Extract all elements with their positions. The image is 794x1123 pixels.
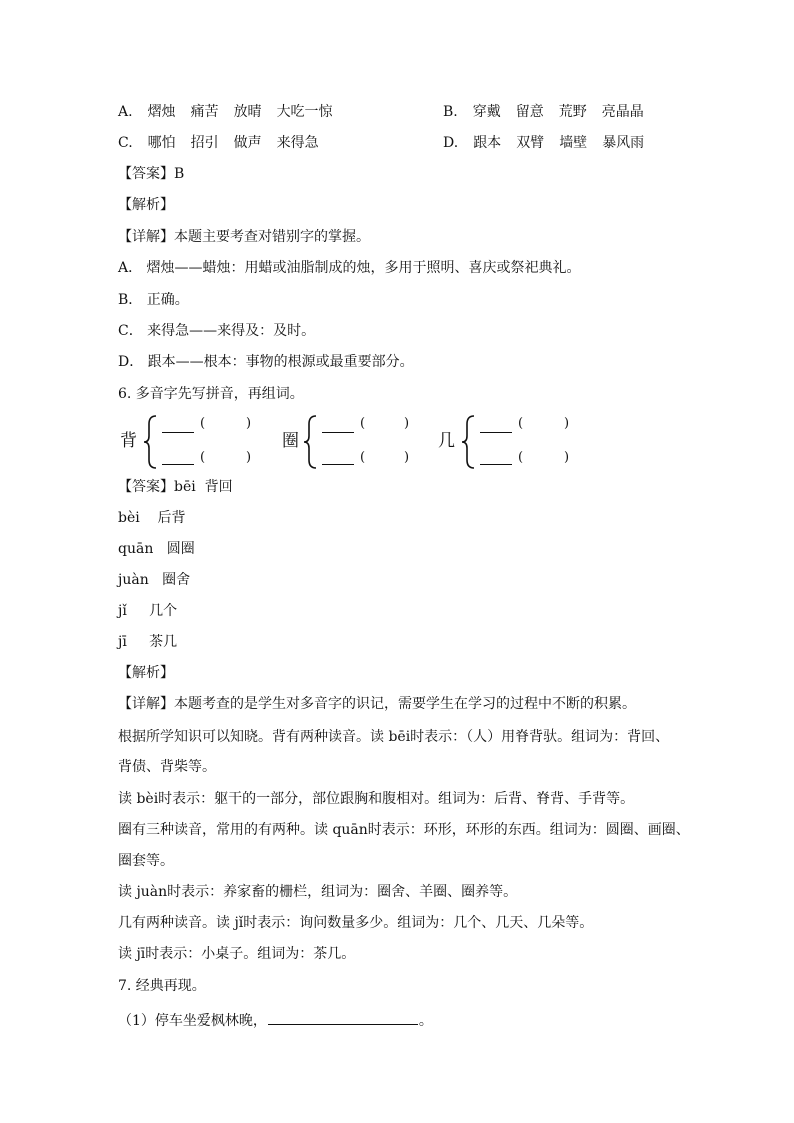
q6-detail-line: 【详解】本题考查的是学生对多音字的识记，需要学生在学习的过程中不断的积累。 (118, 696, 636, 712)
q5-explanation-c: C． 来得急——来得及：及时。 (118, 323, 316, 339)
option-word: 墙壁 (559, 135, 588, 151)
q5-answer: 【答案】B (118, 166, 185, 182)
pinyin-blank[interactable] (480, 450, 512, 465)
pinyin-blank[interactable] (322, 450, 354, 465)
q6-detail-line: 圈套等。 (118, 853, 174, 869)
q7-item-1 (118, 1008, 433, 1031)
option-label: C. (118, 135, 133, 151)
q6-answer-line: juàn 圈舍 (118, 572, 191, 588)
option-label: B. (443, 104, 458, 120)
option-word: 留意 (515, 104, 544, 120)
option-d (443, 133, 659, 153)
option-word: 招引 (190, 135, 219, 151)
polyphone-char: 背 (120, 431, 137, 451)
paren-close: ) (246, 416, 252, 431)
q7-item-suffix: 。 (418, 1013, 433, 1029)
q7-item-prefix: （1）停车坐爱枫林晚， (118, 1013, 267, 1029)
polyphone-char: 几 (438, 431, 455, 451)
q6-answer: 【答案】bēi 背回 (118, 479, 233, 495)
polyphone-group-quan (280, 414, 440, 470)
paren-close: ) (404, 450, 410, 465)
pinyin-blank[interactable] (162, 450, 194, 465)
paren-close: ) (246, 450, 252, 465)
option-word: 暴风雨 (602, 135, 645, 151)
q6-answer-line: quān 圆圈 (118, 541, 195, 557)
option-word: 来得急 (276, 135, 319, 151)
q5-analysis-label: 【解析】 (118, 197, 174, 213)
q6-analysis-label: 【解析】 (118, 665, 174, 681)
q5-explanation-a: A． 熠烛——蜡烛：用蜡或油脂制成的烛，多用于照明、喜庆或祭祀典礼。 (118, 260, 581, 276)
paren-open: ( (200, 450, 206, 465)
q7-title: 7. 经典再现。 (118, 978, 206, 994)
curly-brace-icon (142, 414, 158, 470)
polyphone-group-ji (438, 414, 598, 470)
option-word: 大吃一惊 (276, 104, 333, 120)
option-word: 双臂 (516, 135, 545, 151)
polyphone-char: 圈 (282, 431, 299, 451)
option-a (118, 102, 348, 122)
paren-open: ( (200, 416, 206, 431)
q6-detail-line: 根据所学知识可以知晓。背有两种读音。读 bēi时表示：（人）用脊背驮。组词为：背回、 (118, 729, 670, 745)
paren-open: ( (518, 416, 524, 431)
option-word: 熠烛 (147, 104, 176, 120)
option-b (443, 102, 659, 122)
pinyin-blank[interactable] (480, 418, 512, 433)
paren-close: ) (564, 450, 570, 465)
q6-detail-line: 读 bèi时表示：躯干的一部分，部位跟胸和腹相对。组词为：后背、脊背、手背等。 (118, 791, 635, 807)
q6-detail-line: 几有两种读音。读 jǐ时表示：询问数量多少。组词为：几个、几天、几朵等。 (118, 915, 594, 931)
option-word: 亮晶晶 (601, 104, 644, 120)
option-word: 哪怕 (147, 135, 176, 151)
option-word: 做声 (233, 135, 262, 151)
pinyin-blank[interactable] (322, 418, 354, 433)
paren-open: ( (360, 416, 366, 431)
paren-close: ) (404, 416, 410, 431)
pinyin-blank[interactable] (162, 418, 194, 433)
option-label: A. (118, 104, 133, 120)
curly-brace-icon (302, 414, 318, 470)
option-c (118, 133, 334, 153)
q6-detail-line: 背债、背柴等。 (118, 759, 216, 775)
polyphone-group-bei (118, 414, 278, 470)
q6-title: 6. 多音字先写拼音，再组词。 (118, 386, 304, 402)
q6-detail-line: 读 jī时表示：小桌子。组词为：茶几。 (118, 946, 356, 962)
option-word: 痛苦 (190, 104, 219, 120)
option-word: 跟本 (473, 135, 502, 151)
curly-brace-icon (460, 414, 476, 470)
option-word: 放晴 (233, 104, 262, 120)
q5-explanation-b: B． 正确。 (118, 292, 189, 308)
q6-detail-line: 圈有三种读音，常用的有两种。读 quān时表示：环形，环形的东西。组词为：圆圈、画圈、 (118, 822, 690, 838)
q6-detail-line: 读 juàn时表示：养家畜的栅栏，组词为：圈舍、羊圈、圈养等。 (118, 884, 518, 900)
option-word: 穿戴 (472, 104, 501, 120)
paren-close: ) (564, 416, 570, 431)
q6-answer-line: jǐ 几个 (118, 603, 178, 619)
q5-detail: 【详解】本题主要考查对错别字的掌握。 (118, 229, 370, 245)
paren-open: ( (518, 450, 524, 465)
q6-answer-line: bèi 后背 (118, 510, 186, 526)
q5-explanation-d: D． 跟本——根本：事物的根源或最重要部分。 (118, 354, 414, 370)
option-word: 荒野 (558, 104, 587, 120)
q6-answer-line: jī 茶几 (118, 634, 178, 650)
paren-open: ( (360, 450, 366, 465)
option-label: D. (443, 135, 459, 151)
answer-blank[interactable] (268, 1008, 418, 1025)
